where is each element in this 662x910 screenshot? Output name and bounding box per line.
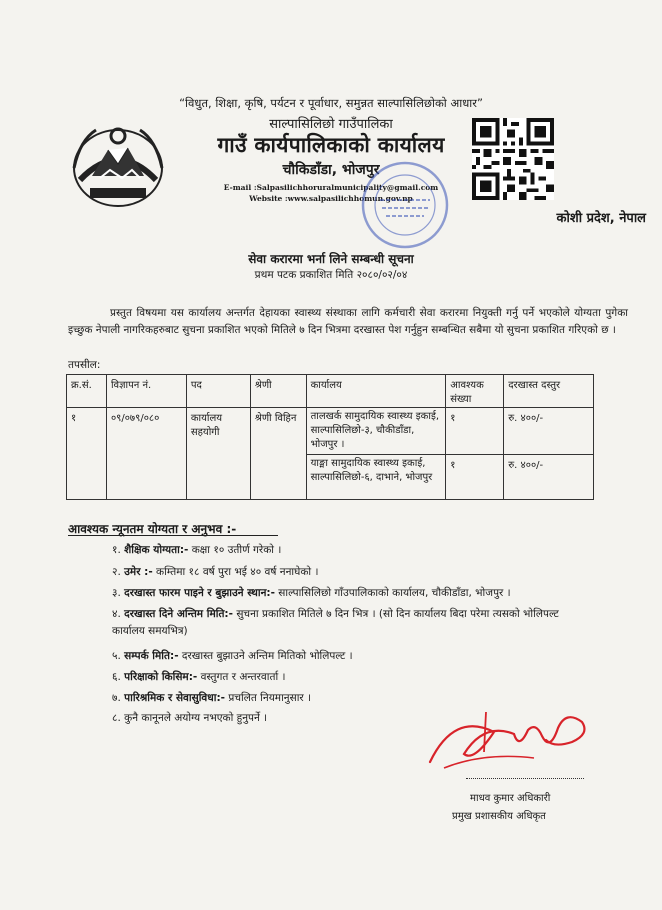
- requirements-title: आवश्यक न्यूनतम योग्यता र अनुभव :-: [68, 522, 237, 536]
- header-level: श्रेणी: [250, 375, 306, 408]
- item-label: दरखास्त फारम पाइने र बुझाउने स्थान:-: [124, 587, 275, 599]
- item-label: पारिश्रमिक र सेवासुविधा:-: [124, 692, 226, 704]
- item-number: ७.: [112, 692, 121, 704]
- cell-count-1: १: [446, 408, 504, 455]
- cell-fee-2: रु. ४००/-: [504, 455, 594, 500]
- item-text: दरखास्त बुझाउने अन्तिम मितिको भोलिपल्ट ।: [178, 650, 353, 662]
- item-text: साल्पासिलिछो गाँउपालिकाको कार्यालय, चौकीडाँडा, भोजपुर ।: [274, 587, 511, 599]
- item-label: परिक्षाको किसिम:-: [124, 671, 198, 683]
- cell-office-1: तालखर्क सामुदायिक स्वास्थ्य इकाई, साल्पासिलिछो-३, चौकीडाँडा, भोजपुर ।: [306, 408, 446, 455]
- item-text: कम्तिमा १८ वर्ष पुरा भई ४० वर्ष ननाघेको ।: [152, 566, 319, 578]
- header-count: आवश्यक संख्या: [446, 375, 504, 408]
- item-number: १.: [112, 544, 121, 556]
- cell-level: श्रेणी विहिन: [250, 408, 306, 500]
- header-sn: क्र.सं.: [67, 375, 107, 408]
- item-number: ३.: [112, 587, 121, 599]
- cell-count-2: १: [446, 455, 504, 500]
- item-text: प्रचलित नियमानुसार ।: [225, 692, 312, 704]
- header-office: कार्यालय: [306, 375, 446, 408]
- signatory-name: माधव कुमार अधिकारी: [470, 793, 551, 804]
- requirement-item: [112, 540, 632, 560]
- signatory-title: प्रमुख प्रशासकीय अधिकृत: [452, 811, 546, 822]
- header-post: पद: [186, 375, 250, 408]
- requirement-item: [112, 646, 632, 666]
- header-adv-no: विज्ञापन नं.: [106, 375, 186, 408]
- item-text: वस्तुगत र अन्तरवार्ता ।: [197, 671, 286, 683]
- cell-adv-no: ०९/०७९/०८०: [106, 408, 186, 500]
- item-number: ८.: [112, 712, 121, 724]
- item-text: कुनै कानूनले अयोग्य नभएको हुनुपर्ने ।: [124, 712, 268, 724]
- office-stamp-icon: [360, 160, 450, 250]
- details-label: तपसील:: [68, 359, 101, 371]
- requirement-item: [112, 562, 632, 582]
- header-fee: दरखास्त दस्तुर: [504, 375, 594, 408]
- website-text: Website :www.salpasilichhomun.gov.np: [249, 194, 413, 203]
- item-label: शैक्षिक योग्यता:-: [124, 544, 189, 556]
- cell-sn: १: [67, 408, 107, 500]
- signature-line: [466, 778, 584, 779]
- province-label: कोशी प्रदेश, नेपाल: [556, 211, 646, 226]
- cell-post: कार्यालय सहयोगी: [186, 408, 250, 500]
- publish-date: प्रथम पटक प्रकाशित मिति २०८०/०२/०४: [254, 269, 408, 281]
- requirement-item: [112, 604, 632, 624]
- item-label: सम्पर्क मिति:-: [124, 650, 179, 662]
- item-number: ५.: [112, 650, 121, 662]
- office-name: गाउँ कार्यपालिकाको कार्यालय: [217, 133, 445, 157]
- item-number: ६.: [112, 671, 121, 683]
- item-number: २.: [112, 566, 121, 578]
- item-text: कक्षा १० उतीर्ण गरेको ।: [188, 544, 282, 556]
- notice-subject: सेवा करारमा भर्ना लिने सम्बन्धी सूचना: [248, 252, 414, 266]
- requirements-underline: [68, 535, 278, 536]
- table-header-row: [67, 375, 594, 408]
- requirement-item: [112, 583, 632, 603]
- item-text: सुचना प्रकाशित मितिले ७ दिन भित्र । (सो दिन कार्यालय बिदा परेमा त्यसको भोलिपल्ट: [233, 608, 559, 620]
- cell-office-2: याङ्मा सामुदायिक स्वास्थ्य इकाई, साल्पासिलिछो-६, दाभाने, भोजपुर: [306, 455, 446, 500]
- office-address: चौकिडाँडा, भोजपुर: [282, 162, 380, 178]
- item-label: दरखास्त दिने अन्तिम मिति:-: [124, 608, 233, 620]
- requirement-item: [112, 667, 632, 687]
- municipality-name: साल्पासिलिछो गाउँपालिका: [269, 117, 393, 132]
- notice-body: प्रस्तुत विषयमा यस कार्यालय अन्तर्गत देहायका स्वास्थ्य संस्थाका लागि कर्मचारी सेवा करारमा नियुक्ती गर्नु पर्ने भएकोले योग्यता पुगेका इच्छुक नेपाली नागरिकहरुबाट सुचना प्रकाशित भएको मितिले ७ दिन भित्रमा दरखास्त पेश गर्नुहुन सम्बन्धित सबैमा यो सुचना प्रकाशित गरिएको छ ।: [68, 307, 628, 336]
- signature-icon: [424, 692, 594, 792]
- motto: “विधुत, शिक्षा, कृषि, पर्यटन र पूर्वाधार, समुन्नत साल्पासिलिछोको आधार”: [179, 96, 483, 110]
- item-label: उमेर :-: [124, 566, 153, 578]
- email-text: E-mail :Salpasilichhoruralmunicipality@gmail.com: [223, 183, 439, 192]
- contact-block: [0, 182, 662, 204]
- vacancy-table: [66, 374, 594, 500]
- item-number: ४.: [112, 608, 121, 620]
- requirement-continuation: कार्यालय समयभित्र): [112, 625, 188, 637]
- cell-fee-1: रु. ४००/-: [504, 408, 594, 455]
- table-row: [67, 408, 594, 455]
- qr-code-icon: [472, 118, 554, 200]
